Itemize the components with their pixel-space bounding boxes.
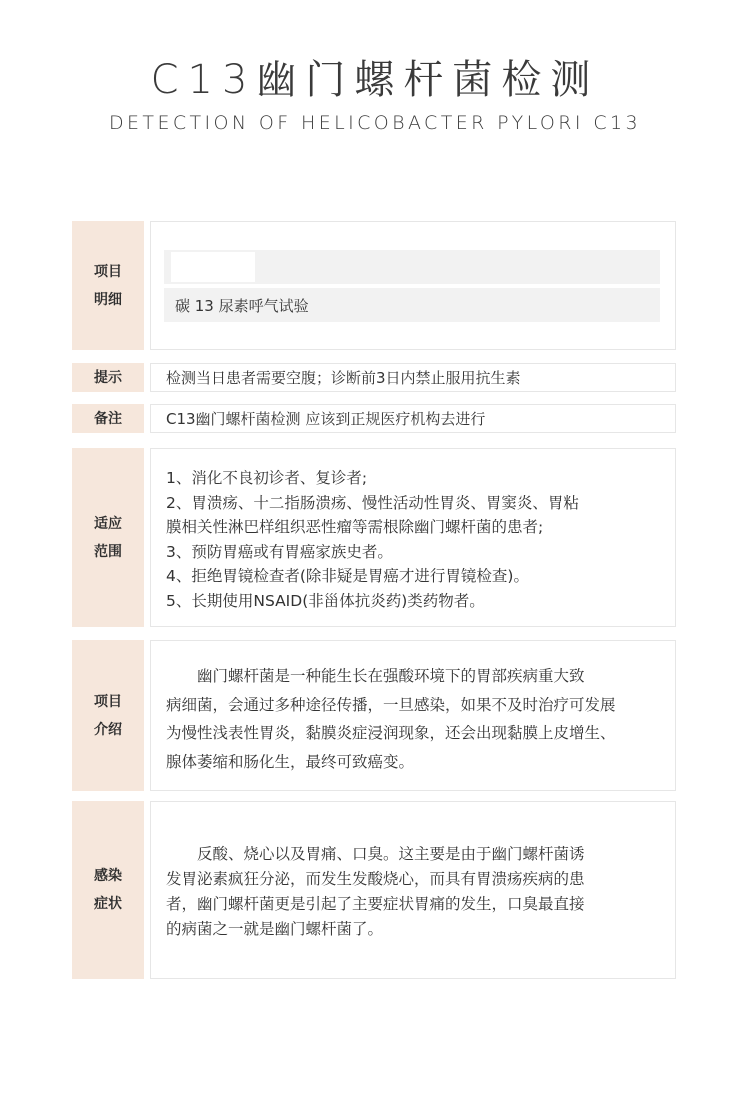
section-label: 感染 症状 [72,801,144,979]
symptoms-paragraph: 反酸、烧心以及胃痛、口臭。这主要是由于幽门螺杆菌诱 发胃泌素疯狂分泌，而发生发酸烧心，而具有胃溃疡疾病的患 者，幽门螺杆菌更是引起了主要症状胃痛的发生，口臭最直接 的病菌之一就是幽门螺杆菌了。 [166,845,585,938]
blank-field [164,250,660,284]
section-content [150,448,676,627]
section-label: 备注 [72,404,144,433]
page-title: C13幽门螺杆菌检测 [150,57,600,103]
section-content [150,221,676,350]
list-item: 4、拒绝胃镜检查者(除非疑是胃癌才进行胃镜检查)。 [166,567,529,585]
scope-list [166,466,661,613]
list-item: 膜相关性淋巴样组织恶性瘤等需根除幽门螺杆菌的患者; [166,518,544,536]
section-tips [72,363,676,392]
section-symptoms [72,801,676,979]
section-label: 适应 范围 [72,448,144,627]
list-item: 5、长期使用NSAID(非甾体抗炎药)类药物者。 [166,591,485,610]
list-item: 2、胃溃疡、十二指肠溃疡、慢性活动性胃炎、胃窦炎、胃粘 [166,493,579,512]
section-content [150,801,676,979]
section-label: 项目 明细 [72,221,144,350]
section-item-detail [72,221,676,350]
list-item: 3、预防胃癌或有胃癌家族史者。 [166,542,393,561]
section-content: C13幽门螺杆菌检测 应该到正规医疗机构去进行 [150,404,676,433]
section-content: 检测当日患者需要空腹；诊断前3日内禁止服用抗生素 [150,363,676,392]
section-intro [72,640,676,791]
section-content [150,640,676,791]
list-item: 1、消化不良初诊者、复诊者; [166,469,368,487]
page-subtitle: DETECTION OF HELICOBACTER PYLORI C13 [109,112,641,134]
section-label: 提示 [72,363,144,392]
test-name-field: 碳 13 尿素呼气试验 [164,288,660,322]
intro-paragraph: 幽门螺杆菌是一种能生长在强酸环境下的胃部疾病重大致 病细菌，会通过多种途径传播，一旦感染，如果不及时治疗可发展 为慢性浅表性胃炎，黏膜炎症浸润现象，还会出现黏膜上皮增生、 腺体萎缩和肠化生，最终可致癌变。 [166,667,616,771]
section-scope [72,448,676,627]
section-label: 项目 介绍 [72,640,144,791]
section-notes [72,404,676,433]
